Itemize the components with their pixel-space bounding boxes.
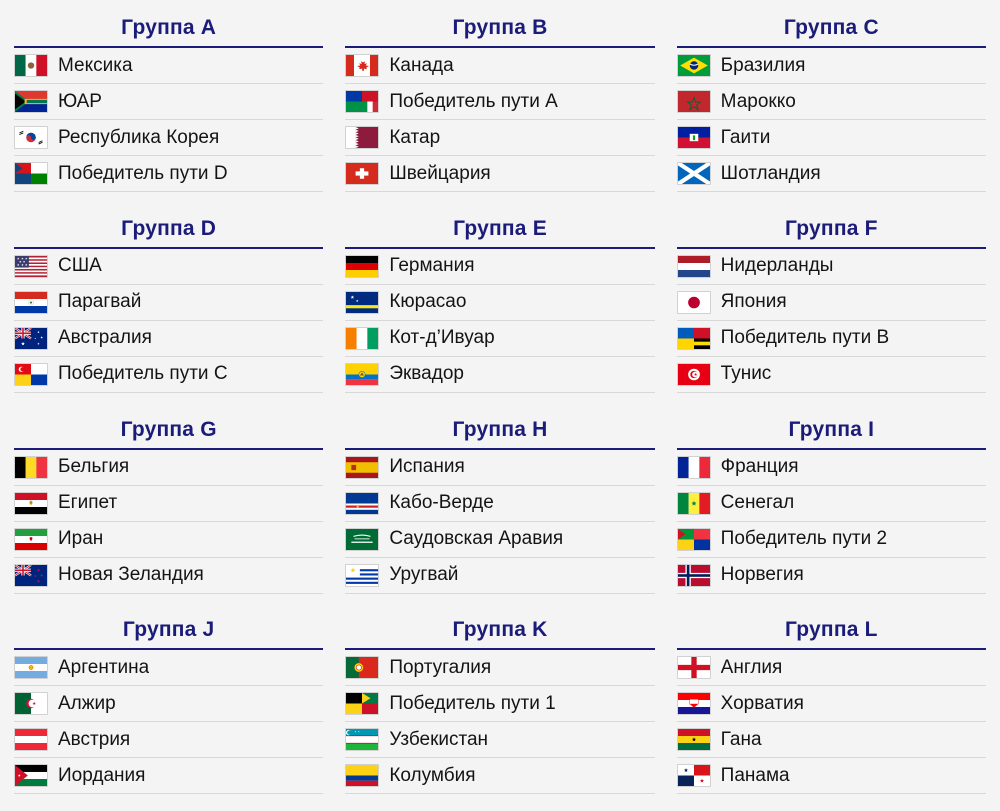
flag-icon: [345, 564, 379, 587]
team-name: Узбекистан: [389, 728, 489, 750]
group-i: [677, 410, 986, 611]
flag-icon: [345, 492, 379, 515]
group-l: [677, 610, 986, 811]
team-row: [345, 249, 654, 285]
flag-icon: [14, 764, 48, 787]
flag-icon: [345, 363, 379, 386]
team-name: Победитель пути D: [58, 162, 228, 184]
flag-icon: [345, 656, 379, 679]
team-name: Тунис: [720, 363, 772, 385]
team-row: [345, 450, 654, 486]
team-row: [14, 486, 323, 522]
team-name: Гана: [720, 728, 762, 750]
team-row: [14, 357, 323, 393]
group-title: Группа C: [677, 16, 986, 48]
flag-icon: [14, 564, 48, 587]
group-title: Группа F: [677, 217, 986, 249]
team-name: Новая Зеландия: [58, 564, 204, 585]
group-title: Группа J: [14, 618, 323, 650]
team-row: [677, 758, 986, 794]
flag-icon: [677, 564, 711, 587]
team-row: [345, 722, 654, 758]
team-name: Норвегия: [720, 564, 804, 585]
team-name: Сенегал: [720, 492, 795, 513]
team-name: Бельгия: [58, 456, 130, 477]
group-title: Группа K: [345, 618, 654, 650]
team-row: [677, 650, 986, 686]
team-row: [14, 48, 323, 84]
team-name: Кот-д’Ивуар: [389, 327, 495, 349]
team-row: [677, 686, 986, 722]
team-name: Саудовская Аравия: [389, 528, 564, 549]
group-k: [345, 610, 654, 811]
team-name: Марокко: [720, 90, 796, 112]
team-row: [677, 522, 986, 558]
flag-icon: [14, 291, 48, 314]
flag-icon: [14, 126, 48, 149]
team-name: США: [58, 255, 102, 277]
flag-icon: [345, 528, 379, 551]
team-row: [345, 558, 654, 594]
group-title: Группа H: [345, 418, 654, 450]
team-name: Победитель пути C: [58, 363, 228, 385]
team-name: Иордания: [58, 764, 146, 786]
flag-icon: [345, 126, 379, 149]
team-row: [345, 486, 654, 522]
team-row: [677, 722, 986, 758]
flag-icon: [677, 90, 711, 113]
flag-icon: [14, 728, 48, 751]
flag-icon: [14, 255, 48, 278]
flag-icon: [677, 363, 711, 386]
team-name: Англия: [720, 656, 783, 678]
team-name: Австралия: [58, 327, 152, 349]
team-name: Победитель пути A: [389, 90, 558, 112]
team-name: Победитель пути 2: [720, 528, 888, 549]
team-name: Мексика: [58, 54, 133, 76]
team-name: Кабо-Верде: [389, 492, 494, 513]
flag-icon: [677, 54, 711, 77]
flag-icon: [14, 528, 48, 551]
flag-icon: [14, 456, 48, 479]
team-row: [14, 84, 323, 120]
team-row: [677, 558, 986, 594]
team-name: Япония: [720, 291, 787, 313]
flag-icon: [677, 764, 711, 787]
team-row: [345, 758, 654, 794]
team-name: Кюрасао: [389, 291, 467, 313]
group-title: Группа G: [14, 418, 323, 450]
flag-icon: [345, 162, 379, 185]
flag-icon: [677, 126, 711, 149]
group-a: [14, 8, 323, 209]
team-row: [345, 48, 654, 84]
group-h: [345, 410, 654, 611]
team-row: [345, 522, 654, 558]
flag-icon: [14, 90, 48, 113]
group-b: [345, 8, 654, 209]
team-row: [14, 156, 323, 192]
flag-icon: [677, 255, 711, 278]
flag-icon: [14, 656, 48, 679]
group-title: Группа E: [345, 217, 654, 249]
team-row: [14, 686, 323, 722]
team-row: [677, 285, 986, 321]
flag-icon: [345, 764, 379, 787]
group-title: Группа I: [677, 418, 986, 450]
flag-icon: [14, 162, 48, 185]
flag-icon: [14, 54, 48, 77]
flag-icon: [345, 456, 379, 479]
team-name: Парагвай: [58, 291, 142, 313]
group-e: [345, 209, 654, 410]
team-row: [677, 156, 986, 192]
team-row: [14, 758, 323, 794]
team-row: [345, 686, 654, 722]
team-row: [677, 120, 986, 156]
team-row: [677, 450, 986, 486]
group-title: Группа D: [14, 217, 323, 249]
team-row: [14, 285, 323, 321]
team-row: [677, 486, 986, 522]
flag-icon: [345, 692, 379, 715]
team-row: [345, 357, 654, 393]
team-name: Шотландия: [720, 162, 821, 184]
team-name: Алжир: [58, 692, 116, 714]
team-row: [345, 156, 654, 192]
flag-icon: [677, 528, 711, 551]
team-name: Канада: [389, 54, 454, 76]
team-row: [14, 450, 323, 486]
team-name: Нидерланды: [720, 255, 834, 277]
team-row: [677, 249, 986, 285]
team-row: [345, 84, 654, 120]
team-name: Франция: [720, 456, 799, 477]
flag-icon: [14, 692, 48, 715]
team-row: [14, 722, 323, 758]
team-row: [345, 285, 654, 321]
team-name: Победитель пути B: [720, 327, 890, 349]
flag-icon: [677, 456, 711, 479]
team-name: Уругвай: [389, 564, 459, 585]
team-row: [14, 120, 323, 156]
team-name: Гаити: [720, 126, 771, 148]
team-name: Победитель пути 1: [389, 692, 556, 714]
flag-icon: [677, 728, 711, 751]
team-row: [677, 357, 986, 393]
team-row: [345, 650, 654, 686]
flag-icon: [677, 291, 711, 314]
team-name: Швейцария: [389, 162, 491, 184]
team-row: [14, 522, 323, 558]
team-row: [14, 321, 323, 357]
group-title: Группа A: [14, 16, 323, 48]
flag-icon: [14, 363, 48, 386]
flag-icon: [677, 327, 711, 350]
team-row: [677, 48, 986, 84]
team-name: Испания: [389, 456, 465, 477]
team-name: Египет: [58, 492, 118, 513]
team-row: [345, 120, 654, 156]
team-row: [14, 650, 323, 686]
group-f: [677, 209, 986, 410]
team-row: [14, 249, 323, 285]
team-name: Иран: [58, 528, 104, 549]
team-row: [677, 84, 986, 120]
group-c: [677, 8, 986, 209]
team-name: Португалия: [389, 656, 492, 678]
flag-icon: [14, 327, 48, 350]
flag-icon: [345, 728, 379, 751]
group-j: [14, 610, 323, 811]
team-name: ЮАР: [58, 90, 102, 112]
team-row: [14, 558, 323, 594]
team-name: Республика Корея: [58, 126, 220, 148]
flag-icon: [677, 162, 711, 185]
team-name: Хорватия: [720, 692, 804, 714]
flag-icon: [677, 692, 711, 715]
flag-icon: [345, 90, 379, 113]
group-title: Группа L: [677, 618, 986, 650]
team-name: Австрия: [58, 728, 131, 750]
flag-icon: [345, 327, 379, 350]
group-title: Группа B: [345, 16, 654, 48]
team-name: Панама: [720, 764, 790, 786]
flag-icon: [677, 656, 711, 679]
team-name: Колумбия: [389, 764, 476, 786]
team-name: Аргентина: [58, 656, 150, 678]
team-row: [677, 321, 986, 357]
flag-icon: [14, 492, 48, 515]
flag-icon: [345, 255, 379, 278]
team-name: Эквадор: [389, 363, 464, 385]
group-g: [14, 410, 323, 611]
team-name: Катар: [389, 126, 441, 148]
flag-icon: [345, 291, 379, 314]
flag-icon: [677, 492, 711, 515]
group-d: [14, 209, 323, 410]
team-row: [345, 321, 654, 357]
team-name: Бразилия: [720, 54, 806, 76]
team-name: Германия: [389, 255, 475, 277]
flag-icon: [345, 54, 379, 77]
